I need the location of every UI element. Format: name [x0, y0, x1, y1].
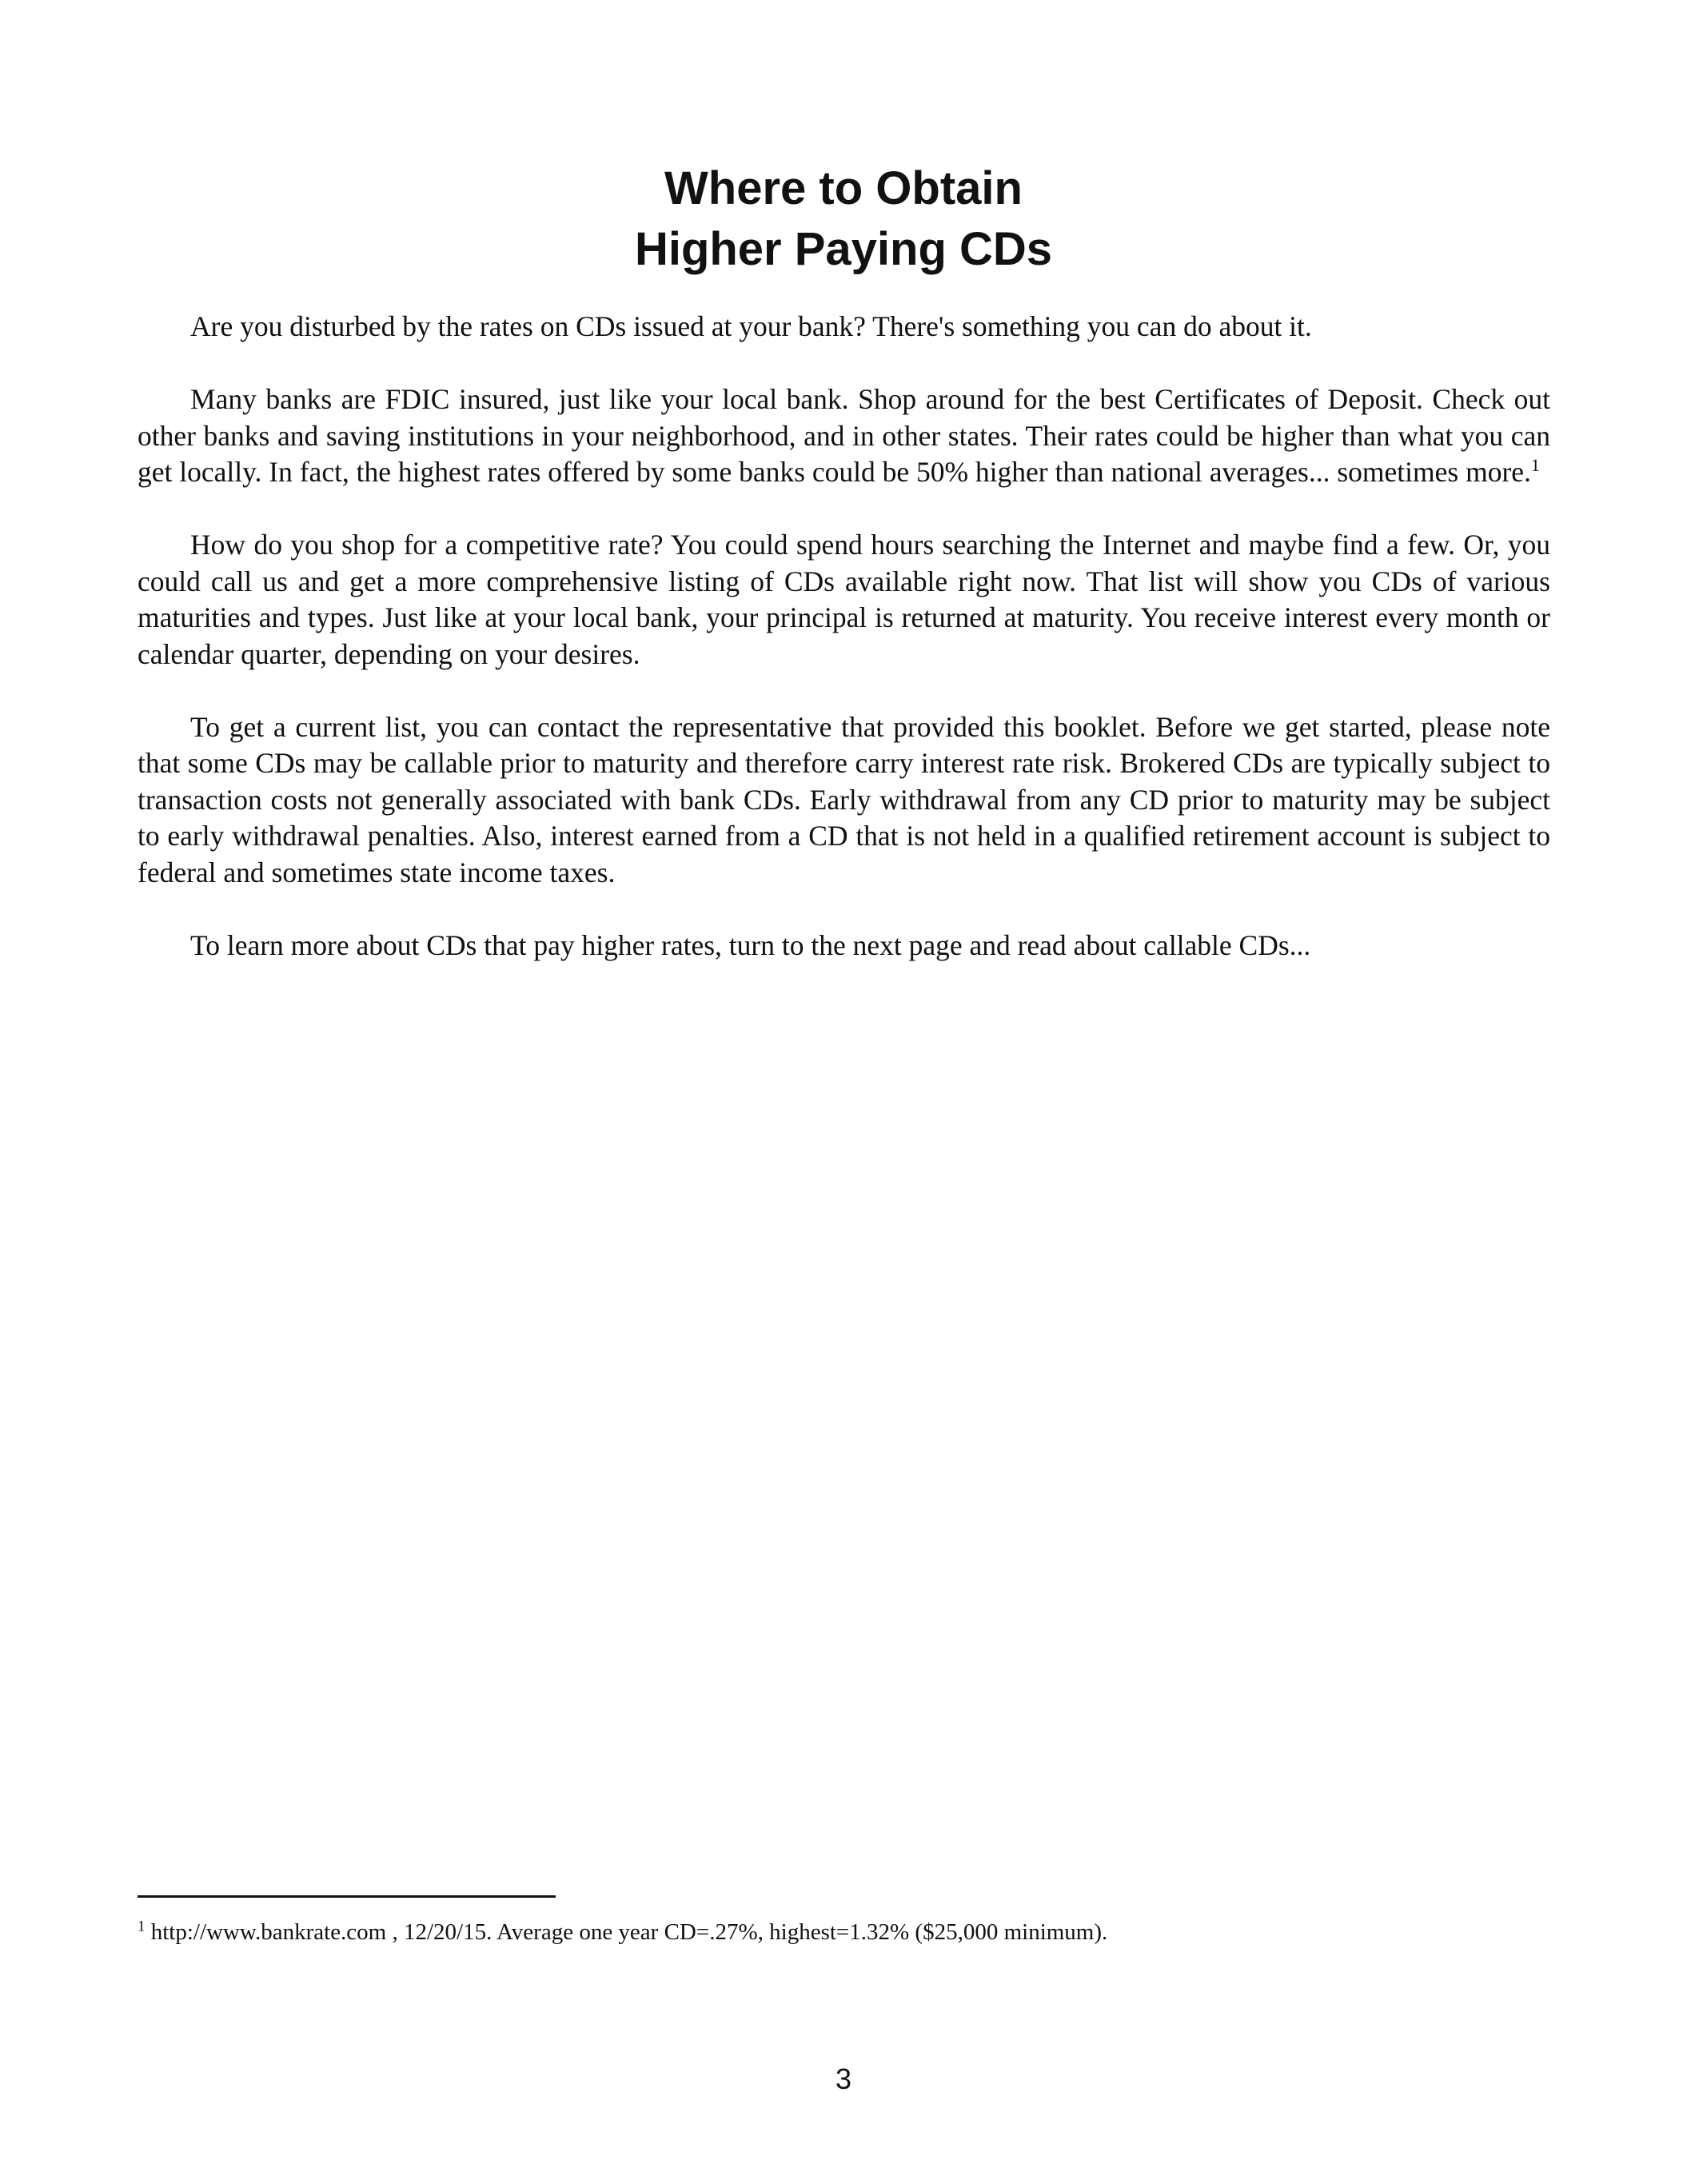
paragraph-fdic-text: Many banks are FDIC insured, just like your local bank. Shop around for the best Certificates of Deposit. Check out other banks and saving institutions in your neighborhood, and in other states. Their rates could be higher than what you can get locally. In fact, the highest rates offered by some banks could be 50% higher than national averages... sometimes more.	[138, 383, 1550, 488]
paragraph-learn-more: To learn more about CDs that pay higher rates, turn to the next page and read about callable CDs...	[190, 928, 1311, 961]
footnote-text: http://www.bankrate.com , 12/20/15. Average one year CD=.27%, highest=1.32% ($25,000 minimum).	[150, 1919, 1108, 1945]
footnote-divider	[138, 1895, 556, 1898]
paragraph-shop: How do you shop for a competitive rate? You could spend hours searching the Internet and maybe find a few. Or, you could call us and get a more comprehensive listing of CDs available right now. That list will show you CDs of various maturities and types. Just like at your local bank, your principal is returned at maturity. You receive interest every month or calendar quarter, depending on your desires.	[138, 529, 1550, 670]
footnote-marker: 1	[138, 1918, 146, 1935]
paragraph-current-list: To get a current list, you can contact the representative that provided this booklet. Before we get started, please note that some CDs may be callable prior to maturity and therefore carry interest rate risk. Brokered CDs are typically subject to transaction costs not generally associated with bank CDs. Early withdrawal from any CD prior to maturity may be subject to early withdrawal penalties. Also, interest earned from a CD that is not held in a qualified retirement account is subject to federal and sometimes state income taxes.	[138, 710, 1550, 888]
footnote-reference: 1	[1530, 455, 1540, 476]
title-line-2: Higher Paying CDs	[634, 223, 1053, 275]
page-number: 3	[835, 2062, 852, 2095]
footnote	[138, 1918, 1550, 1946]
page-title	[0, 158, 1687, 280]
paragraph-fdic	[138, 381, 1550, 491]
body-text	[138, 309, 1550, 1000]
paragraph-intro: Are you disturbed by the rates on CDs issued at your bank? There's something you can do about it.	[190, 310, 1312, 342]
title-line-1: Where to Obtain	[664, 162, 1023, 214]
